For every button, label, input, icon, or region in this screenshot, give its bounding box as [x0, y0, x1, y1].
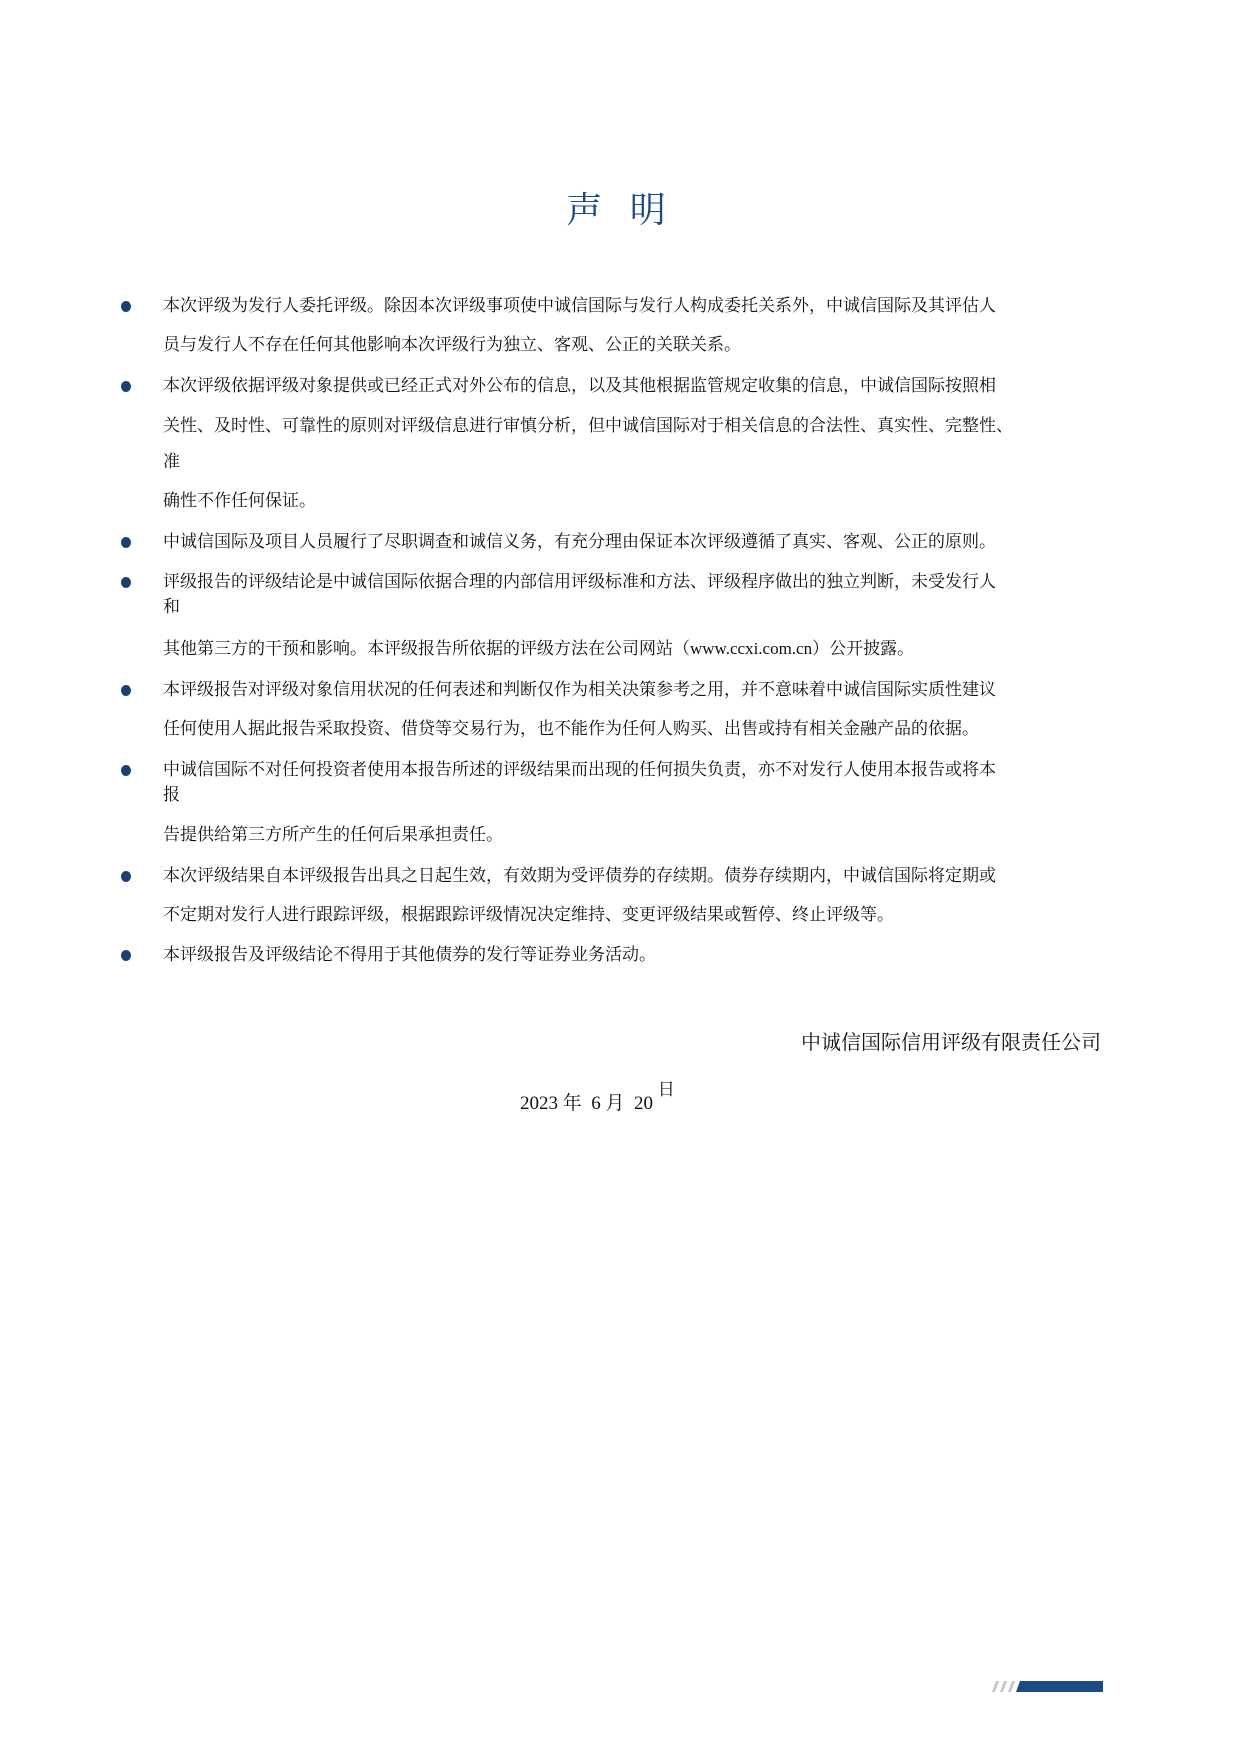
disclaimer-line: 不定期对发行人进行跟踪评级，根据跟踪评级情况决定维持、变更评级结果或暂停、终止评级等。: [163, 905, 894, 924]
page-title: 声 明: [566, 190, 674, 231]
bullet-icon: [121, 381, 131, 392]
disclaimer-line: 任何使用人据此报告采取投资、借贷等交易行为，也不能作为任何人购买、出售或持有相关金融产品的依据。: [163, 719, 979, 738]
disclaimer-line: 准: [163, 452, 180, 471]
disclaimer-line: 报: [163, 785, 180, 804]
disclaimer-line: 关性、及时性、可靠性的原则对评级信息进行审慎分析，但中诚信国际对于相关信息的合法性、真实性、完整性、: [163, 416, 1013, 435]
disclaimer-line: 员与发行人不存在任何其他影响本次评级行为独立、客观、公正的关联关系。: [163, 335, 741, 354]
date-month-unit: 月: [605, 1093, 625, 1114]
date-year-unit: 年: [562, 1093, 582, 1114]
bullet-icon: [121, 765, 131, 776]
bullet-icon: [121, 301, 131, 312]
date-day-unit: 日: [657, 1080, 675, 1099]
disclaimer-line: 本次评级依据评级对象提供或已经正式对外公布的信息，以及其他根据监管规定收集的信息，中诚信国际按照相: [163, 376, 996, 395]
company-name: 中诚信国际信用评级有限责任公司: [801, 1032, 1101, 1054]
disclaimer-line: 本次评级为发行人委托评级。除因本次评级事项使中诚信国际与发行人构成委托关系外，中诚信国际及其评估人: [163, 296, 996, 315]
date-month: 6: [591, 1093, 601, 1114]
disclaimer-line: 中诚信国际及项目人员履行了尽职调查和诚信义务，有充分理由保证本次评级遵循了真实、客观、公正的原则。: [163, 532, 996, 551]
disclaimer-line: 中诚信国际不对任何投资者使用本报告所述的评级结果而出现的任何损失负责，亦不对发行人使用本报告或将本: [163, 760, 996, 779]
date-year: 2023: [520, 1093, 558, 1114]
disclaimer-line: 其他第三方的干预和影响。本评级报告所依据的评级方法在公司网站（www.ccxi.com.cn）公开披露。: [163, 639, 915, 658]
disclaimer-line: 本评级报告对评级对象信用状况的任何表述和判断仅作为相关决策参考之用，并不意味着中诚信国际实质性建议: [163, 680, 996, 699]
signature-date: [520, 1080, 675, 1115]
disclaimer-line: 确性不作任何保证。: [163, 491, 316, 510]
disclaimer-line: 评级报告的评级结论是中诚信国际依据合理的内部信用评级标准和方法、评级程序做出的独立判断，未受发行人: [163, 572, 996, 591]
bullet-icon: [121, 577, 131, 588]
bullet-icon: [121, 685, 131, 696]
disclaimer-line: 本次评级结果自本评级报告出具之日起生效，有效期为受评债券的存续期。债券存续期内，中诚信国际将定期或: [163, 866, 996, 885]
date-day: 20: [634, 1093, 654, 1114]
disclaimer-line: 本评级报告及评级结论不得用于其他债券的发行等证券业务活动。: [163, 945, 656, 964]
footer-decoration-bar: [988, 1681, 1103, 1692]
disclaimer-line: 告提供给第三方所产生的任何后果承担责任。: [163, 825, 503, 844]
bullet-icon: [121, 950, 131, 961]
bullet-icon: [121, 537, 131, 548]
disclaimer-line: 和: [163, 597, 180, 616]
bullet-icon: [121, 871, 131, 882]
